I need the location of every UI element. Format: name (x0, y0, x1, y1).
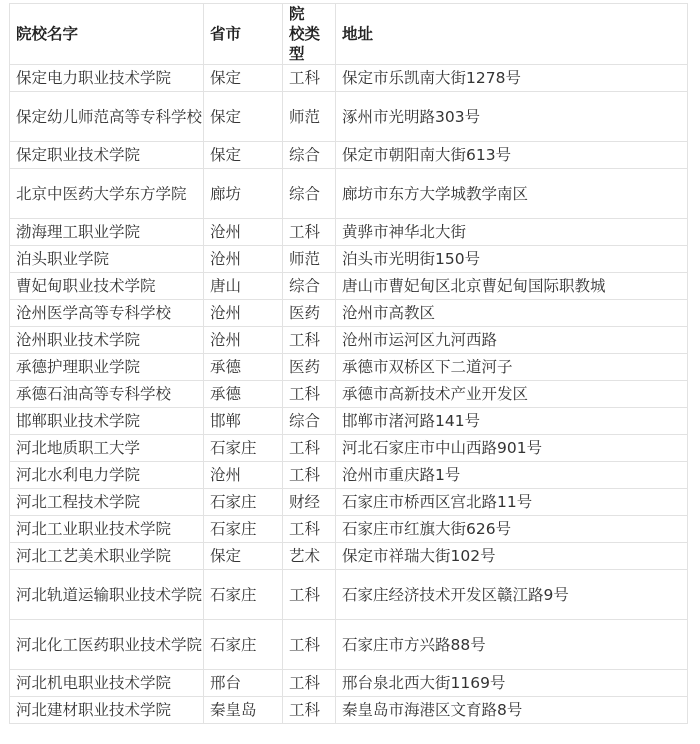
cell-address: 唐山市曹妃甸区北京曹妃甸国际职教城 (336, 273, 688, 300)
cell-city: 沧州 (204, 327, 283, 354)
cell-school-name: 河北机电职业技术学院 (10, 670, 204, 697)
table-row (10, 65, 688, 92)
table-row (10, 246, 688, 273)
cell-address: 保定市乐凯南大街1278号 (336, 65, 688, 92)
table-header-row (10, 4, 688, 65)
cell-type: 艺术 (283, 543, 336, 570)
cell-address: 石家庄经济技术开发区赣江路9号 (336, 570, 688, 620)
table-row (10, 697, 688, 724)
cell-school-name: 保定幼儿师范高等专科学校 (10, 92, 204, 142)
cell-type: 综合 (283, 142, 336, 169)
cell-type: 师范 (283, 246, 336, 273)
table-row (10, 219, 688, 246)
cell-city: 邯郸 (204, 408, 283, 435)
cell-city: 廊坊 (204, 169, 283, 219)
cell-city: 保定 (204, 543, 283, 570)
cell-school-name: 河北轨道运输职业技术学院 (10, 570, 204, 620)
cell-address: 沧州市高教区 (336, 300, 688, 327)
cell-type: 医药 (283, 300, 336, 327)
cell-city: 保定 (204, 142, 283, 169)
cell-type: 综合 (283, 273, 336, 300)
cell-address: 保定市朝阳南大街613号 (336, 142, 688, 169)
cell-city: 保定 (204, 65, 283, 92)
cell-type: 综合 (283, 169, 336, 219)
cell-city: 邢台 (204, 670, 283, 697)
cell-type: 工科 (283, 381, 336, 408)
table-row (10, 620, 688, 670)
table-row (10, 408, 688, 435)
cell-school-name: 承德石油高等专科学校 (10, 381, 204, 408)
cell-city: 沧州 (204, 300, 283, 327)
header-address: 地址 (336, 4, 688, 65)
table-row (10, 462, 688, 489)
college-table (9, 3, 688, 724)
table-row (10, 489, 688, 516)
table-row (10, 327, 688, 354)
cell-city: 石家庄 (204, 435, 283, 462)
cell-city: 承德 (204, 354, 283, 381)
cell-city: 石家庄 (204, 620, 283, 670)
header-name: 院校名字 (10, 4, 204, 65)
cell-school-name: 河北水利电力学院 (10, 462, 204, 489)
table-row (10, 169, 688, 219)
cell-type: 综合 (283, 408, 336, 435)
table-row (10, 543, 688, 570)
cell-type: 工科 (283, 570, 336, 620)
cell-type: 工科 (283, 516, 336, 543)
cell-type: 工科 (283, 620, 336, 670)
cell-school-name: 保定职业技术学院 (10, 142, 204, 169)
cell-address: 河北石家庄市中山西路901号 (336, 435, 688, 462)
table-row (10, 300, 688, 327)
cell-school-name: 河北工艺美术职业学院 (10, 543, 204, 570)
header-type: 院 校类型 (283, 4, 336, 65)
cell-city: 沧州 (204, 462, 283, 489)
cell-school-name: 沧州医学高等专科学校 (10, 300, 204, 327)
cell-address: 廊坊市东方大学城教学南区 (336, 169, 688, 219)
cell-school-name: 泊头职业学院 (10, 246, 204, 273)
cell-type: 工科 (283, 435, 336, 462)
table-row (10, 570, 688, 620)
cell-school-name: 河北化工医药职业技术学院 (10, 620, 204, 670)
table-row (10, 670, 688, 697)
cell-type: 工科 (283, 462, 336, 489)
cell-type: 工科 (283, 65, 336, 92)
cell-address: 秦皇岛市海港区文育路8号 (336, 697, 688, 724)
cell-address: 沧州市运河区九河西路 (336, 327, 688, 354)
cell-type: 工科 (283, 219, 336, 246)
cell-city: 秦皇岛 (204, 697, 283, 724)
cell-city: 沧州 (204, 246, 283, 273)
cell-school-name: 承德护理职业学院 (10, 354, 204, 381)
cell-school-name: 河北建材职业技术学院 (10, 697, 204, 724)
cell-school-name: 北京中医药大学东方学院 (10, 169, 204, 219)
cell-school-name: 保定电力职业技术学院 (10, 65, 204, 92)
cell-type: 师范 (283, 92, 336, 142)
cell-address: 涿州市光明路303号 (336, 92, 688, 142)
table-body (10, 65, 688, 724)
cell-address: 邯郸市渚河路141号 (336, 408, 688, 435)
table-row (10, 142, 688, 169)
cell-address: 承德市双桥区下二道河子 (336, 354, 688, 381)
cell-type: 工科 (283, 327, 336, 354)
table-row (10, 92, 688, 142)
cell-school-name: 河北工程技术学院 (10, 489, 204, 516)
cell-city: 石家庄 (204, 489, 283, 516)
cell-address: 沧州市重庆路1号 (336, 462, 688, 489)
cell-address: 泊头市光明街150号 (336, 246, 688, 273)
cell-city: 沧州 (204, 219, 283, 246)
cell-type: 财经 (283, 489, 336, 516)
cell-type: 医药 (283, 354, 336, 381)
cell-school-name: 沧州职业技术学院 (10, 327, 204, 354)
cell-school-name: 河北地质职工大学 (10, 435, 204, 462)
cell-city: 保定 (204, 92, 283, 142)
cell-school-name: 渤海理工职业学院 (10, 219, 204, 246)
header-city: 省市 (204, 4, 283, 65)
table-row (10, 273, 688, 300)
cell-address: 保定市祥瑞大街102号 (336, 543, 688, 570)
cell-city: 唐山 (204, 273, 283, 300)
cell-address: 邢台泉北西大街1169号 (336, 670, 688, 697)
cell-address: 黄骅市神华北大街 (336, 219, 688, 246)
cell-address: 石家庄市方兴路88号 (336, 620, 688, 670)
table-row (10, 354, 688, 381)
table-row (10, 435, 688, 462)
cell-school-name: 曹妃甸职业技术学院 (10, 273, 204, 300)
cell-type: 工科 (283, 670, 336, 697)
table-row (10, 381, 688, 408)
cell-type: 工科 (283, 697, 336, 724)
cell-city: 石家庄 (204, 570, 283, 620)
table-row (10, 516, 688, 543)
cell-address: 石家庄市红旗大街626号 (336, 516, 688, 543)
cell-city: 承德 (204, 381, 283, 408)
cell-school-name: 河北工业职业技术学院 (10, 516, 204, 543)
cell-address: 承德市高新技术产业开发区 (336, 381, 688, 408)
cell-school-name: 邯郸职业技术学院 (10, 408, 204, 435)
cell-city: 石家庄 (204, 516, 283, 543)
cell-address: 石家庄市桥西区宫北路11号 (336, 489, 688, 516)
